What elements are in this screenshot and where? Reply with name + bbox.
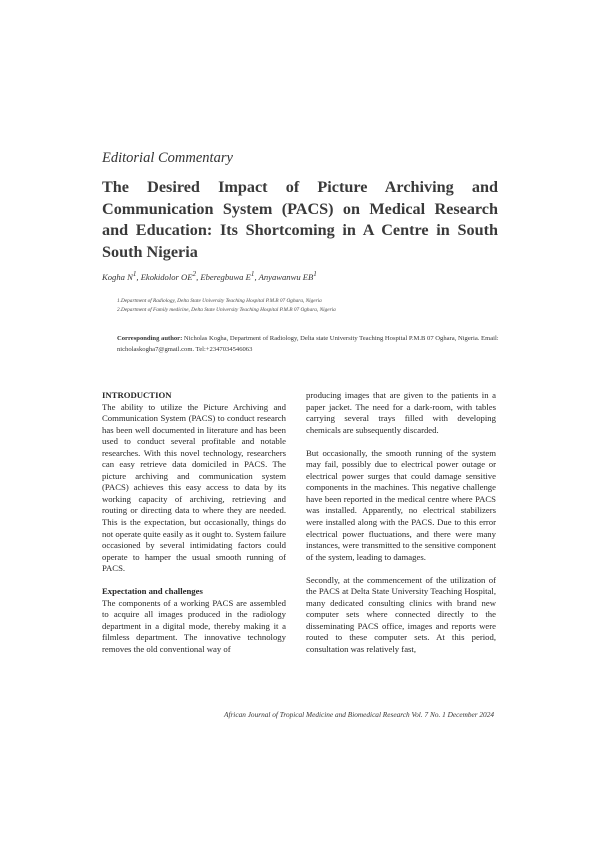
author-name: Ekokidolor OE <box>140 271 193 282</box>
article-title: The Desired Impact of Picture Archiving and Communication System (PACS) on Medical Research and Education: Its Shortcoming in A Centre in South South Nigeria <box>102 178 498 261</box>
introduction-heading: INTRODUCTION <box>102 390 172 400</box>
author-affiliation-mark: 1 <box>250 270 255 278</box>
section-label: Editorial Commentary <box>102 150 233 166</box>
corresponding-author <box>117 334 499 355</box>
introduction-paragraph: The ability to utilize the Picture Archiving and Communication System (PACS) to conduct research has been well documented in literature and has been used to conduct several profitable and notable researches. With this novel technology, researchers can easy retrieve data domiciled in PACS. The picture archiving and communication system (PACS) achieves this easy access to data by its working capacity of archiving, retrieving and routing or directing data to where they are needed. This is the expectation, but occasionally, things do not operate quite easily as it ought to. System failure occasioned by several intimidating factors could operate to hamper the usual smooth running of PACS. <box>102 401 286 574</box>
body-column-right <box>306 390 496 655</box>
affiliation-list <box>117 297 336 315</box>
author-name: Kogha N <box>102 271 133 282</box>
author-affiliation-mark: 1 <box>313 270 317 278</box>
affiliation-item: 1.Department of Radiology, Delta State University Teaching Hospital P.M.B 07 Oghara, Nigeria <box>117 298 322 304</box>
affiliation-item: 2.Department of Family medicine, Delta State University Teaching Hospital P.M.B 07 Oghara, Nigeria <box>117 307 336 313</box>
body-column-left <box>102 390 286 656</box>
corresponding-author-label: Corresponding author: <box>117 335 183 342</box>
author-name: Eberegbuwa E <box>200 271 251 282</box>
author-affiliation-mark: 1 <box>132 270 137 278</box>
author-affiliation-mark: 2 <box>192 270 197 278</box>
body-paragraph: Secondly, at the commencement of the utilization of the PACS at Delta State University Teaching Hospital, many dedicated consulting clinics with brand new computer sets where connected directly to the disseminating PACS office, images and reports were routed to these computer sets. At this period, consultation was relatively fast, <box>306 574 496 654</box>
body-paragraph: producing images that are given to the patients in a paper jacket. The need for a dark-room, with tables carrying several trays filled with developing chemicals are subsequently discarded. <box>306 390 496 435</box>
expectation-paragraph: The components of a working PACS are assembled to acquire all images produced in the radiology department in a digital mode, thereby making it a filmless department. The innovative technology removes the old conventional way of <box>102 597 286 654</box>
journal-footer: African Journal of Tropical Medicine and Biomedical Research Vol. 7 No. 1 December 2024 <box>223 710 494 719</box>
body-paragraph: But occasionally, the smooth running of the system may fail, possibly due to electrical power outage or electrical power surges that could damage sensitive components in the machines. This negative challenge have been reported in the medical centre where PACS was installed. Apparently, no electrical stabilizers were installed along with the PACS. Due to this error electrical power fluctuations, and there were many instances, were transmitted to the sensitive component of the system, leading to damages. <box>306 447 496 562</box>
expectation-heading: Expectation and challenges <box>102 586 203 597</box>
corresponding-author-details: Nicholas Kogha, Department of Radiology, Delta state University Teaching Hospital P.M.B 07 Oghara, Nigeria. Email: nicholaskogha7@gmail.com. Tel:+2347034546063 <box>117 335 499 353</box>
author-name: Anyawanwu EB <box>258 271 314 282</box>
author-list: Kogha $N^1$, Ekokidolor $OE^2$, Eberegbuwa $E^1$, Anyawanwu $EB^1$ <box>102 270 317 282</box>
